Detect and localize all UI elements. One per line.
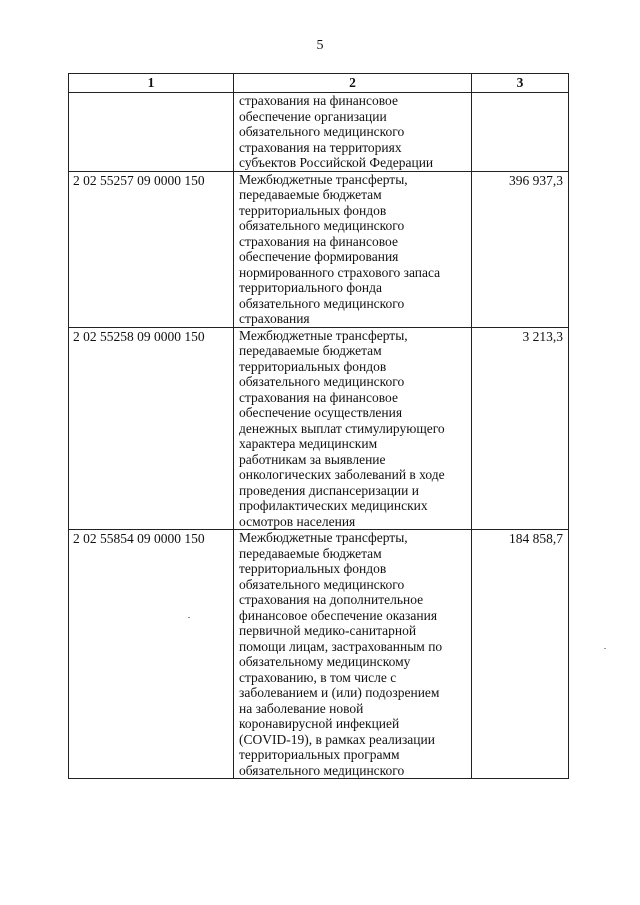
description-line: страхования <box>239 311 310 326</box>
description-line: работникам за выявление <box>239 451 386 467</box>
description-line: территориальных фондов <box>239 561 387 576</box>
description-line: (COVID-19), в рамках реализации <box>239 731 435 747</box>
description-line: на заболевание новой <box>239 700 364 716</box>
column-header-3: 3 <box>472 74 569 93</box>
table-row <box>69 530 569 779</box>
description-line: обязательного медицинского <box>239 576 405 592</box>
amount-cell <box>472 93 569 172</box>
description-line: осмотров населения <box>239 513 356 529</box>
description-line: территориальных программ <box>239 747 400 762</box>
description-line: нормированного страхового запаса <box>239 264 441 280</box>
description-line: обязательного медицинского <box>239 374 405 389</box>
description-line: страхования на финансовое <box>239 233 398 249</box>
scan-speck <box>188 617 190 618</box>
description-line: передаваемые бюджетам <box>239 343 382 358</box>
budget-code-cell: 2 02 55258 09 0000 150 <box>69 327 234 530</box>
description-line: передаваемые бюджетам <box>239 545 382 561</box>
column-header-1: 1 <box>69 74 234 93</box>
table-row <box>69 171 569 327</box>
page-number: 5 <box>316 38 324 53</box>
description-line: Межбюджетные трансферты, <box>239 530 408 545</box>
amount-cell: 396 937,3 <box>472 171 569 327</box>
description-line: Межбюджетные трансферты, <box>239 171 408 187</box>
description-line: страхования на дополнительное <box>239 592 424 607</box>
scan-speck <box>604 648 606 649</box>
description-line: коронавирусной инфекцией <box>239 716 400 731</box>
description-line: страхования на территориях <box>239 139 402 155</box>
description-line: обязательного медицинского <box>239 218 405 233</box>
description-line: обеспечение осуществления <box>239 405 403 420</box>
description-line: страхования на финансовое <box>239 389 398 405</box>
description-line: передаваемые бюджетам <box>239 187 382 202</box>
budget-code-cell <box>69 93 234 172</box>
budget-code-cell: 2 02 55257 09 0000 150 <box>69 171 234 327</box>
description-line: территориального фонда <box>239 280 382 295</box>
amount-cell: 3 213,3 <box>472 327 569 530</box>
description-line: профилактических медицинских <box>239 498 428 513</box>
description-line: проведения диспансеризации и <box>239 482 419 498</box>
description-line: страхованию, в том числе с <box>239 669 397 685</box>
description-cell <box>234 93 472 172</box>
description-line: территориальных фондов <box>239 358 387 374</box>
table-row <box>69 93 569 172</box>
description-cell <box>234 530 472 779</box>
description-cell <box>234 327 472 530</box>
description-line: обеспечение организации <box>239 108 387 124</box>
budget-table <box>68 73 569 779</box>
description-line: обязательного медицинского <box>239 124 405 139</box>
description-line: субъектов Российской Федерации <box>239 155 434 170</box>
table-header-row <box>69 74 569 93</box>
description-line: обязательного медицинского <box>239 762 405 778</box>
description-line: денежных выплат стимулирующего <box>239 420 445 436</box>
description-line: заболеванием и (или) подозрением <box>239 685 440 700</box>
description-line: страхования на финансовое <box>239 93 398 108</box>
description-line: Межбюджетные трансферты, <box>239 327 408 343</box>
table-row <box>69 327 569 530</box>
description-line: обязательного медицинского <box>239 295 405 311</box>
budget-code-cell: 2 02 55854 09 0000 150 <box>69 530 234 779</box>
description-line: характера медицинским <box>239 436 378 451</box>
description-line: обеспечение формирования <box>239 249 399 264</box>
description-cell <box>234 171 472 327</box>
description-line: финансовое обеспечение оказания <box>239 607 438 623</box>
description-line: обязательному медицинскому <box>239 654 411 669</box>
description-line: помощи лицам, застрахованным по <box>239 638 443 654</box>
description-line: первичной медико-санитарной <box>239 623 417 638</box>
amount-cell: 184 858,7 <box>472 530 569 779</box>
description-line: онкологических заболеваний в ходе <box>239 467 445 482</box>
column-header-2: 2 <box>234 74 472 93</box>
description-line: территориальных фондов <box>239 202 387 218</box>
